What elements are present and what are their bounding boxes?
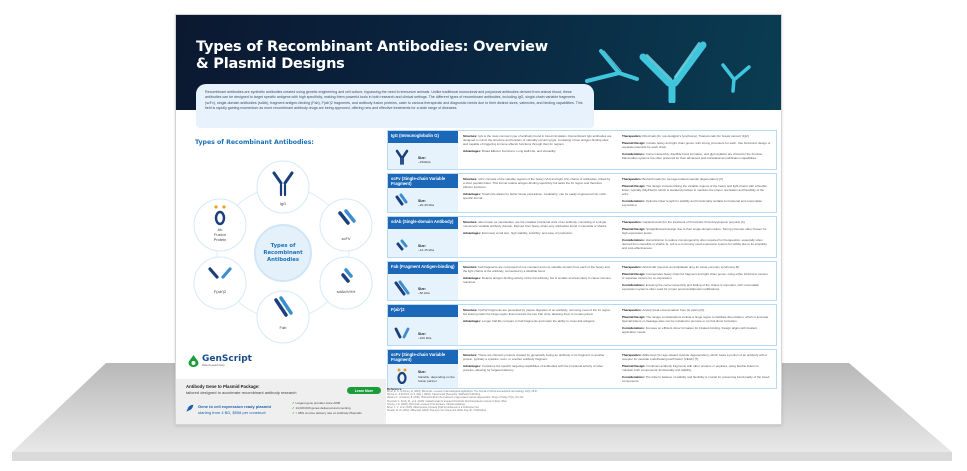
antibody-illustration-icon: [575, 23, 775, 103]
intro-panel: [196, 84, 594, 128]
brand-name: GenScript: [202, 354, 252, 364]
card-title: Fab (Fragment Antigen-binding): [388, 262, 458, 274]
genscript-drop-icon: [188, 355, 199, 367]
intro-text: Recombinant antibodies are synthetic antibodies created using genetic engineering and cell culture, bypassing the need to immunize animals. Unlike traditional monoclonal and polyclonal antibodies derived from animal blood, these antibodies can be designed to target specific antigens with high specificity, making them powerful tools in both research and clinical settings. The different types of recombinant antibodies, including IgG, single-chain variable fragments (scFv), single-domain antibodies (sdAb), fragment antigen-binding (Fab), F(ab')2 fragments, and antibody fusion proteins, cater to various therapeutic and diagnostic needs due to their distinct sizes, valencies, and binding capabilities. This field is rapidly gaining momentum as more recombinant antibody drugs are being approved, offering new and effective treatments for a wide range of diseases.: [205, 90, 583, 111]
node-scfv[interactable]: [320, 199, 372, 251]
node-igg[interactable]: [257, 161, 309, 213]
genscript-logo[interactable]: [188, 355, 252, 367]
rocket-icon: [186, 404, 194, 412]
svg-text:Ab: Ab: [217, 227, 223, 232]
antibody-types-wheel: [188, 155, 378, 345]
poster: [175, 14, 782, 425]
card-fusion-protein: scFv (Single-chain Variable Fragment) Size: Variable, depending on the fusion partner Structure: These are chimeric proteins created by genetically fusing an antibody or its fragment to another protein, typically a cytokine, toxin, or another antibody fragment. Advantages: Combines the specific targeting capabilities of antibodies with the functional activity of other proteins, allowing for targeted delivery. Therapeutics: Aflibercept (for age-related macular degeneration), which fuses a portion of an antibody with a receptor for vascular endothelial growth factor (VEGF) [7]. Plasmid Design: Combines antibody fragments with other proteins or peptides, using flexible linkers to maintain both components' functionality and stability. Considerations: The linker's balance of stability and flexibility is crucial for preserving functionality of the fused components.: [387, 349, 777, 389]
reference-item: Skrzek, A., & Rinholm, M. S. (Eds.). (2018). Trastuzumab (Herceptin). StatPearls Publishing.: [387, 394, 481, 397]
reference-item: Malesu, D., & Sharma, B. (2021). Brolucizumab for the treatment of age-related macular degeneration. Drugs of Today, 57(2), 101-112.: [387, 397, 524, 400]
svg-text:Fusion: Fusion: [213, 232, 227, 237]
reference-item: Peyvandi, F., Scully, M., et al. (2016). Caplacizumab for acquired thrombotic thrombocytopenic purpura. N Engl J Med.: [387, 400, 508, 403]
card-title: sdAb (Single-domain Antibody): [388, 217, 458, 229]
card-title: F(ab')2: [388, 305, 458, 317]
fusion-protein-icon: [394, 368, 410, 384]
reference-item: Tcheng, J. E. (2000). Abciximab: a review of the literature. Clinical cardiology.: [387, 403, 466, 406]
svg-text:sdAb/VHH: sdAb/VHH: [336, 289, 356, 294]
reference-item: Boyer, E. S., & Dorner, M. (2019). Rituximab: a review of dermatological applications. The Journal of clinical and aesthetic dermatology, 12(6), 28-37.: [387, 391, 539, 393]
card-title: IgG (Immunoglobulin G): [388, 131, 458, 143]
types-section-title: Types of Recombinant Antibodies:: [195, 139, 314, 146]
svg-text:Antibodies: Antibodies: [266, 257, 300, 263]
card-fab2: F(ab')2 Size: ~100 kDa Structure: F(ab')2 fragments are generated by pepsin digestion of an antibody, removing most of the Fc region but leaving intact the hinge region that connects the two Fab units, allowing them to remain joined. Advantages: Longer half-life compare to Fab fragments and retain the ability to cross-link antigens. Therapeutics: Anavip (treat envenomation from pit vipers) [6]. Plasmid Design: The design considerations include a hinge region to facilitate dimerization, which is accurate. Special linkers or cleavage sites can be included to promote or control dimer formation. Considerations: Focuses on efficient dimer formation for bivalent binding. Design aligns with bivalent application needs.: [387, 304, 777, 346]
check-icon: ✓: [292, 406, 295, 410]
card-fab: Fab (Fragment Antigen-binding) Size: ~50 kDa Structure: Fab fragments are composed of one constant and one variable domain from each of the heavy and the light chains of the antibody, connected by a disulfide bond. Advantages: Retains antigen-binding activity of the full antibody, but is smaller and less likely to cause immune reactions. Therapeutics: Abciximab (used as an antiplatelet drug for acute coronary syndrome) [5]. Plasmid Design: Incorporates heavy chain Fd fragment and light chain genes, using either bicistronic vectors or separate vectors for co-expression. Considerations: Ensuring the correct assembly and folding of the chains is important, with mammalian expression systems often used for proper post-translational modifications.: [387, 261, 777, 301]
node-fab2[interactable]: [194, 257, 246, 309]
promo-subtitle: tailored designed to accelerate recombinant antibody research: [186, 390, 297, 395]
check-item: ✓Largest gene provider since 2008: [292, 401, 341, 405]
promo-checklist: [292, 401, 362, 416]
svg-text:F(ab')2: F(ab')2: [213, 289, 227, 294]
card-igg: IgG (Immunoglobulin G) Size: ~150kDa Structure: IgG is the most common type of antibody found in blood circulation. Recombinant IgG antibodies are designed to mimic the structure and function of naturally occurring IgG, consisting of two antigen-binding sites and capable of triggering immune effector functions through their Fc regions. Advantages: Broad Effector Functions; Long Half-Life, and Versatility. Therapeutics: Rituximab (for non-Hodgkin's lymphoma), Trastuzumab (for breast cancer) [1][2]. Plasmid Design: Include heavy and light chain genes, with strong promoters for each. Use bicistronic design or separate plasmids for each chain. Considerations: Correct assembly, disulfide bond formation, and glycosylation are critical for the function. Mammalian systems are often preferred for their advanced post-translational modification capabilities.: [387, 130, 777, 170]
card-title: scFv (Single-chain Variable Fragment): [388, 350, 458, 364]
scfv-icon: [394, 192, 410, 208]
promo-offer: [186, 404, 271, 415]
references-title: Reference: [387, 387, 402, 391]
brand-tagline: Make Research Easy: [202, 364, 225, 367]
node-fab[interactable]: [257, 291, 309, 343]
svg-text:Fab: Fab: [279, 325, 287, 330]
check-item: ✓> 98% on-time delivery rate on Antibody Plasmids: [292, 411, 362, 415]
reference-item: Stewart, M. W. (2012). Aflibercept (VEGF Trap-eye): the newest anti-VEGF drug. Br J Ophthalmol.: [387, 410, 487, 413]
fab2-icon: [394, 325, 410, 341]
promo-headline: Gene to cell expression ready plasmid: [198, 404, 271, 409]
page-title: Types of Recombinant Antibodies: Overview & Plasmid Designs: [196, 39, 548, 72]
references: [387, 387, 777, 413]
svg-text:Recombinant: Recombinant: [263, 250, 303, 256]
svg-text:Protein: Protein: [213, 237, 227, 242]
svg-text:scFV: scFV: [341, 236, 351, 241]
promo-title: Antibody Gene to Plasmid Package:: [186, 384, 260, 389]
learn-more-button[interactable]: Learn More: [347, 387, 381, 394]
antibody-cards: [387, 130, 777, 392]
check-icon: ✓: [292, 411, 295, 415]
sdab-icon: [394, 237, 410, 253]
check-icon: ✓: [292, 401, 295, 405]
check-item: ✓14,000,000 genes delivered and counting: [292, 406, 351, 410]
node-sdab[interactable]: [320, 257, 372, 309]
card-scfv: scFv (Single-chain Variable Fragment) Size: ~20-30 kDa Structure: scFv consists of the variable regions of the heavy (VH) and light (VL) chains of antibodies, linked by a short peptide linker. This format retains antigen-binding specificity but lacks the Fc region and therefore effector functions. Advantages: Small size allows for better tissue penetration, modularity: can be easily engineered into multi-specific format. Therapeutics: Brolucizumab (for wet age-related macular degeneration) [3]. Plasmid Design: The design involves linking the variable regions of the heavy and light chains with a flexible linker, typically (Gly4Ser)3, which is standard practice to maintain the proper orientation and flexibility of the scFv. Considerations: Optimize linker length for stability and functionality suitable for bacterial and mammalian expression.: [387, 173, 777, 213]
promo-banner: [176, 379, 386, 425]
promo-price: starting from 4 BD, $558 per construct: [198, 410, 266, 415]
card-sdab: sdAb (Single-domain Antibody) Size: ~12-15 kDa Structure: also known as nanobodies, are the smallest functional units of an antibody, consisting of a single monomeric variable antibody domain. Derived from heavy-chain-only antibodies found in camelids or sharks. Advantages: Extremely small size, high stability, solubility, and ease of production. Therapeutics: Caplacizumab (for the treatment of thrombotic thrombocytopenic purpura) [4]. Plasmid Design: Straightforward design due to their single-domain nature. Strong promoter often chosen for high expression levels. Considerations: Humanization to reduce immunogenicity often required for therapeutics, especially when derived from camelids or sharks. E. coli is a commonly used expression system for sdAbs due to its simplicity and cost-effectiveness.: [387, 216, 777, 258]
reference-item: Boyer, L. V., et al. (2015). Effectiveness of Anavip (F(ab')2) antivenom in a multicenter trial.: [387, 407, 479, 410]
node-ab-fusion-protein[interactable]: [194, 199, 246, 251]
card-title: scFv (Single-chain Variable Fragment): [388, 174, 458, 188]
fab-icon: [394, 280, 410, 296]
svg-text:IgG: IgG: [279, 201, 287, 206]
wheel-center-label: Types of: [270, 243, 296, 249]
igg-icon: [394, 149, 410, 165]
